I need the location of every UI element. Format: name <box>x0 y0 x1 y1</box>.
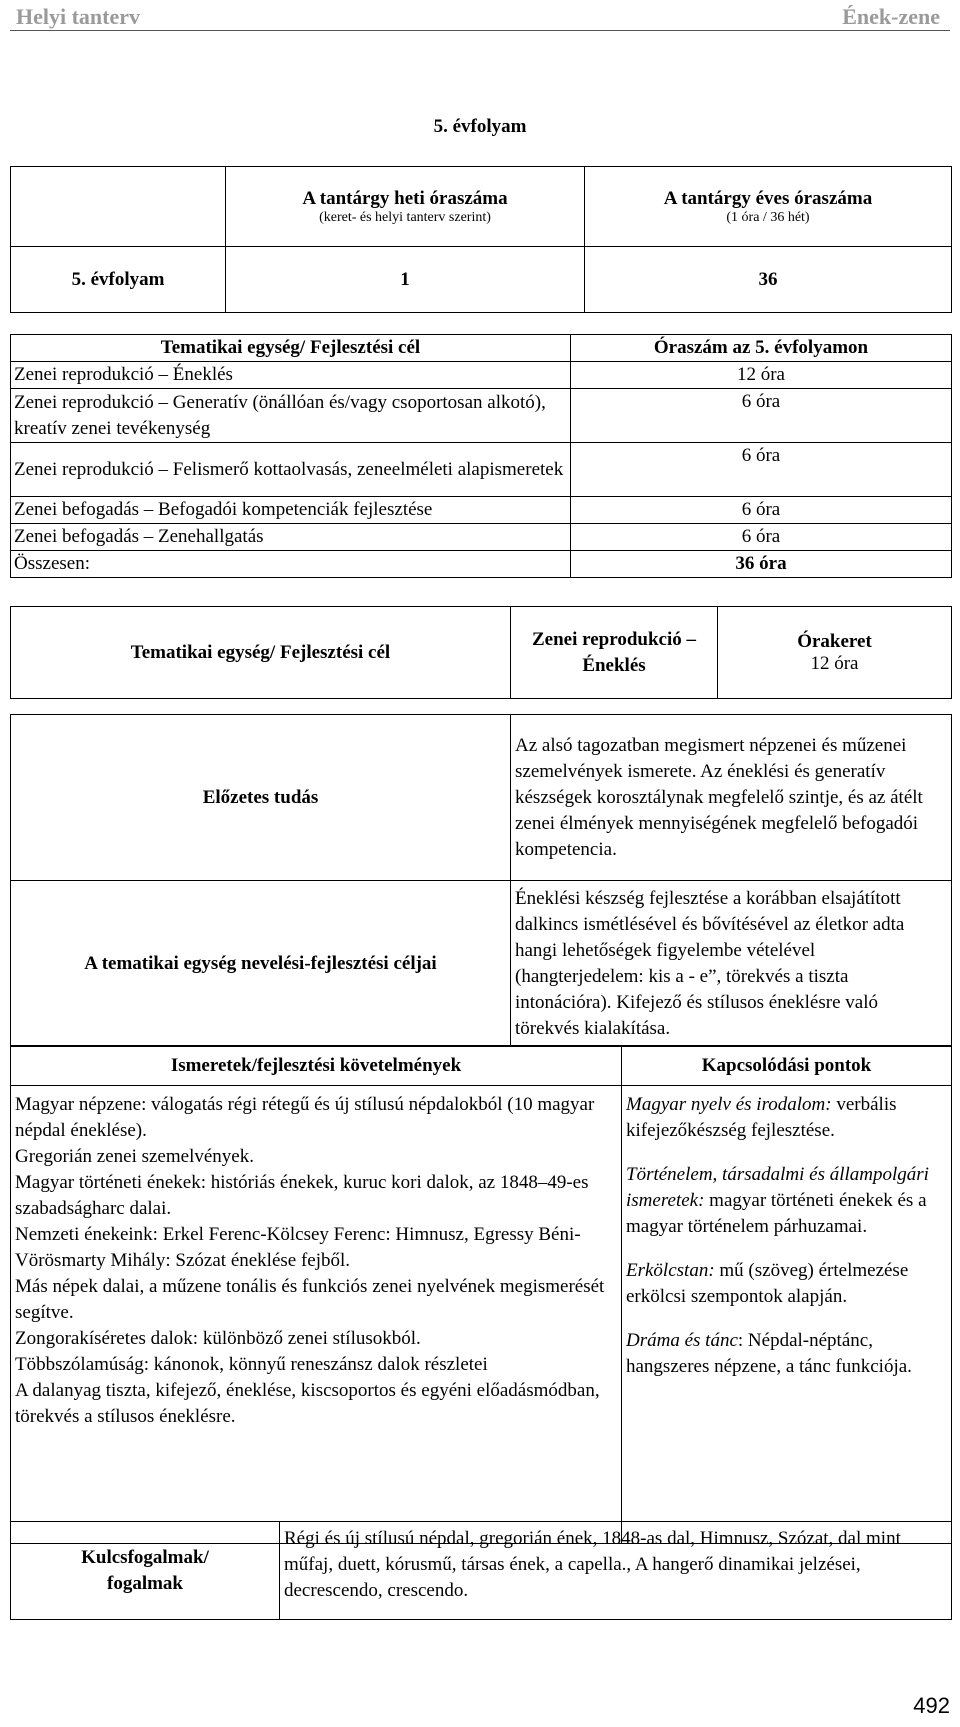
link-item <box>626 1092 947 1144</box>
requirement-item: Magyar történeti énekek: históriás énekek, kuruc kori dalok, az 1848–49-es szabadságharc dalai. <box>15 1172 589 1219</box>
unit-name: Zenei reprodukció – Éneklés <box>511 607 718 699</box>
page-number: 492 <box>913 1693 950 1718</box>
hours-table <box>10 166 952 313</box>
unit-row-label: Zenei befogadás – Befogadói kompetenciák fejlesztése <box>11 497 571 524</box>
units-head-right: Óraszám az 5. évfolyamon <box>571 335 952 362</box>
requirement-item: Nemzeti énekeink: Erkel Ferenc-Kölcsey Ferenc: Himnusz, Egressy Béni-Vörösmarty Mihály: Szózat éneklése fejből. <box>15 1224 581 1271</box>
unit-row-hours: 6 óra <box>571 389 952 443</box>
requirements-header: Ismeretek/fejlesztési követelmények <box>11 1046 622 1086</box>
unit-row-hours: 12 óra <box>571 362 952 389</box>
yearly-hours-value: 36 <box>585 247 952 313</box>
goals-text: Éneklési készség fejlesztése a korábban elsajátított dalkincs ismétlésével és bővítésével az életkor adta hangi lehetőségek figyelembe vételével (hangterjedelem: kis a - e”, törekvés a tiszta intonációra). Kifejező és stílusos éneklésre való törekvés kialakítása. <box>511 881 952 1047</box>
unit-row-label: Zenei reprodukció – Felismerő kottaolvasás, zeneelméleti alapismeretek <box>11 443 571 497</box>
units-total-label: Összesen: <box>11 551 571 578</box>
unit-hours-cell <box>718 607 952 699</box>
prior-knowledge-label: Előzetes tudás <box>11 715 511 881</box>
keywords-text: Régi és új stílusú népdal, gregorián ének, 1848-as dal, Himnusz, Szózat, dal mint műfaj, duett, kórusmű, társas ének, a capella., A hangerő dinamikai jelzései, decrescendo, crescendo. <box>280 1522 952 1620</box>
requirements-cell <box>11 1086 622 1544</box>
prior-knowledge-text: Az alsó tagozatban megismert népzenei és műzenei szemelvények ismerete. Az éneklési és generatív készségek korosztálynak megfelelő szintje, és az átélt zenei élmények mennyiségének megfelelő befogadói kompetencia. <box>511 715 952 881</box>
requirement-item: Gregorián zenei szemelvények. <box>15 1146 254 1167</box>
links-header: Kapcsolódási pontok <box>622 1046 952 1086</box>
keywords-label: Kulcsfogalmak/ fogalmak <box>11 1522 280 1620</box>
requirement-item: Magyar népzene: válogatás régi rétegű és új stílusú népdalokból (10 magyar népdal éneklése). <box>15 1094 595 1141</box>
unit-row-hours: 6 óra <box>571 524 952 551</box>
link-item <box>626 1162 947 1240</box>
link-text: mű (szöveg) értelmezése erkölcsi szempontok alapján. <box>626 1260 909 1307</box>
requirement-item: Többszólamúság: kánonok, könnyű reneszánsz dalok részletei <box>15 1354 488 1375</box>
unit-hours-value: 12 óra <box>810 652 859 674</box>
link-item <box>626 1328 947 1380</box>
hours-table-corner <box>11 167 226 247</box>
unit-row-hours: 6 óra <box>571 497 952 524</box>
unit-row-label: Zenei reprodukció – Generatív (önállóan és/vagy csoportosan alkotó), kreatív zenei tevékenység <box>11 389 571 443</box>
weekly-hours-header <box>226 167 585 247</box>
link-subject: Dráma és tánc <box>626 1330 738 1351</box>
unit-desc-table <box>10 714 952 1047</box>
links-cell <box>622 1086 952 1544</box>
goals-label: A tematikai egység nevelési-fejlesztési céljai <box>11 881 511 1047</box>
link-subject: Történelem, társadalmi és állampolgári ismeretek: <box>626 1164 929 1211</box>
link-text: : Népdal-néptánc, hangszeres népzene, a tánc funkciója. <box>626 1330 912 1377</box>
weekly-hours-value: 1 <box>226 247 585 313</box>
yearly-hours-subtitle: (1 óra / 36 hét) <box>726 209 810 225</box>
yearly-hours-title: A tantárgy éves óraszáma <box>663 187 873 209</box>
weekly-hours-title: A tantárgy heti óraszáma <box>302 187 508 209</box>
requirement-item: Zongorakíséretes dalok: különböző zenei stílusokból. <box>15 1328 421 1349</box>
requirements-table <box>10 1045 952 1544</box>
link-item <box>626 1258 947 1310</box>
units-head-left: Tematikai egység/ Fejlesztési cél <box>11 335 571 362</box>
unit-title-label: Tematikai egység/ Fejlesztési cél <box>11 607 511 699</box>
requirement-item: A dalanyag tiszta, kifejező, éneklése, kiscsoportos és egyéni előadásmódban, törekvés a stílusos éneklésre. <box>15 1380 600 1427</box>
unit-title-table <box>10 606 952 699</box>
hours-row-label: 5. évfolyam <box>11 247 226 313</box>
link-subject: Erkölcstan: <box>626 1260 715 1281</box>
header-right: Ének-zene <box>842 4 940 29</box>
units-total-hours: 36 óra <box>571 551 952 578</box>
unit-row-label: Zenei befogadás – Zenehallgatás <box>11 524 571 551</box>
weekly-hours-subtitle: (keret- és helyi tanterv szerint) <box>319 209 491 225</box>
link-text: magyar történeti énekek és a magyar történelem párhuzamai. <box>626 1190 927 1237</box>
yearly-hours-header <box>585 167 952 247</box>
units-table <box>10 334 952 578</box>
unit-hours-label: Órakeret <box>797 630 872 652</box>
page-header <box>10 0 950 31</box>
link-subject: Magyar nyelv és irodalom: <box>626 1094 832 1115</box>
header-left: Helyi tanterv <box>16 4 141 29</box>
requirement-item: Más népek dalai, a műzene tonális és funkciós zenei nyelvének megismerését segítve. <box>15 1276 605 1323</box>
keywords-table <box>10 1521 952 1620</box>
unit-row-hours: 6 óra <box>571 443 952 497</box>
grade-title: 5. évfolyam <box>433 116 527 137</box>
unit-row-label: Zenei reprodukció – Éneklés <box>11 362 571 389</box>
link-text: verbális kifejezőkészség fejlesztése. <box>626 1094 897 1141</box>
